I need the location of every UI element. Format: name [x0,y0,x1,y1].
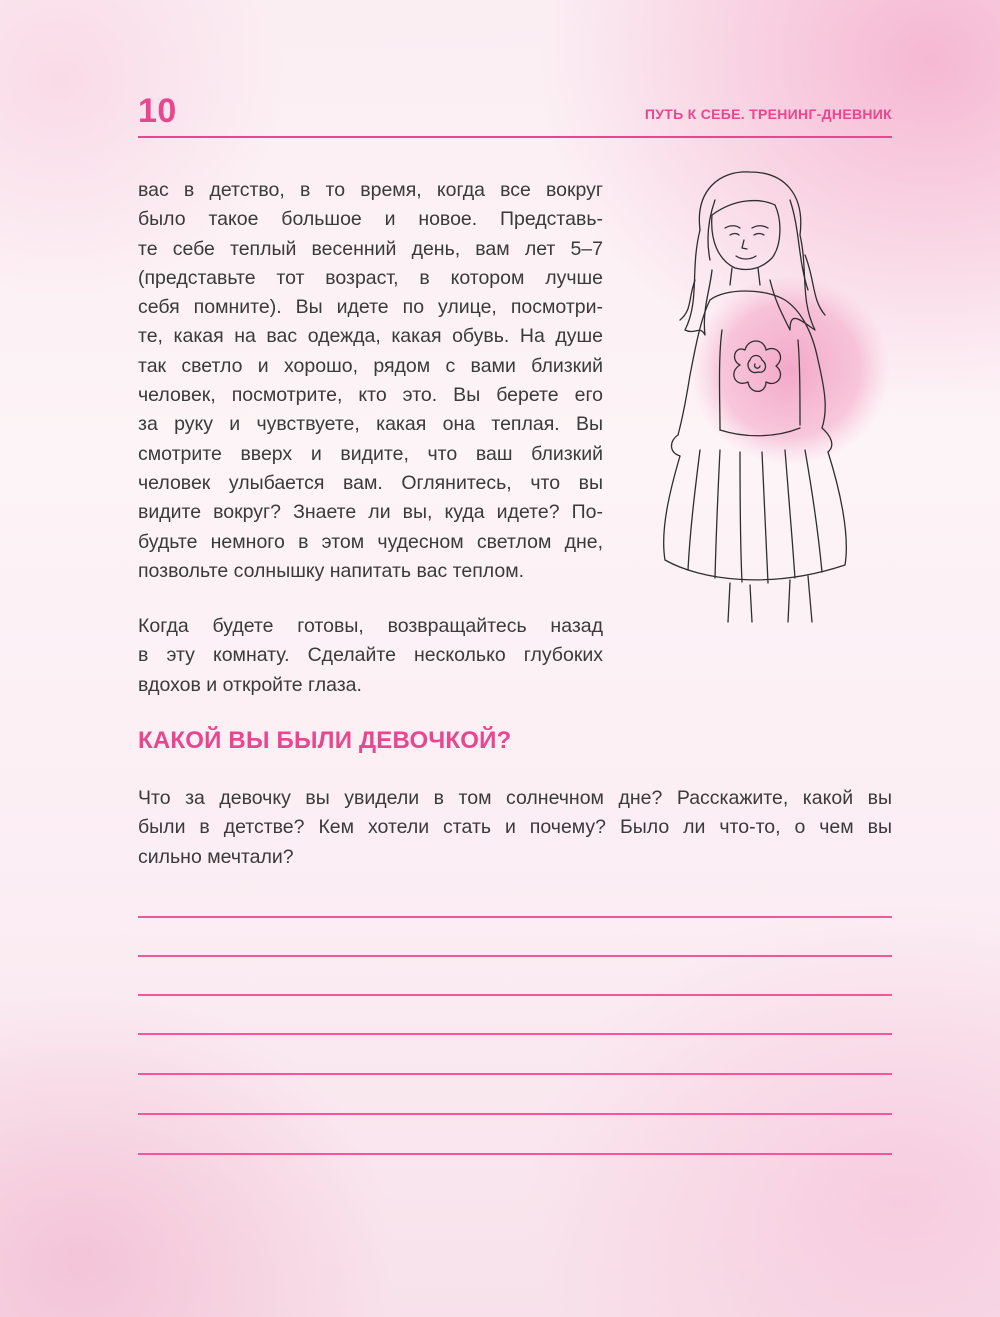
prompt-paragraph [138,784,892,872]
text-line: Когда будете готовы, возвращайтесь назад [138,615,603,637]
text-line: смотрите вверх и видите, что ваш близкий [138,442,603,465]
paragraph-2 [138,612,603,700]
header-rule [138,136,892,138]
section-heading: КАКОЙ ВЫ БЫЛИ ДЕВОЧКОЙ? [138,727,512,754]
text-line: было такое большое и новое. Представь- [138,208,603,231]
text-line: в эту комнату. Сделайте несколько глубоких [138,644,603,667]
answer-line[interactable] [138,1033,892,1035]
text-line: вас в детство, в то время, когда все вокруг [138,179,603,201]
answer-line[interactable] [138,1073,892,1075]
text-line: позвольте солнышку напитать вас теплом. [138,559,525,582]
answer-line[interactable] [138,1113,892,1115]
paragraph-1 [138,176,603,586]
text-line: вдохов и откройте глаза. [138,673,362,696]
text-line: за руку и чувствуете, какая она теплая. Вы [138,413,603,436]
running-title: ПУТЬ К СЕБЕ. ТРЕНИНГ-ДНЕВНИК [644,106,892,122]
text-line: Что за девочку вы увидели в том солнечном дне? Расскажите, какой вы [138,787,892,809]
text-line: видите вокруг? Знаете ли вы, куда идете? По- [138,501,603,524]
text-line: сильно мечтали? [138,845,294,868]
text-line: (представьте тот возраст, в котором лучше [138,266,603,289]
girl-illustration-icon [640,160,900,630]
answer-line[interactable] [138,1153,892,1155]
text-line: человек улыбается вам. Оглянитесь, что вы [138,471,603,494]
page-number: 10 [138,92,177,130]
text-line: те, какая на вас одежда, какая обувь. На душе [138,325,603,348]
answer-line[interactable] [138,955,892,957]
answer-line[interactable] [138,916,892,918]
text-line: так светло и хорошо, рядом с вами близкий [138,354,603,377]
text-line: те себе теплый весенний день, вам лет 5–7 [138,237,603,260]
text-line: себя помните). Вы идете по улице, посмотри- [138,296,603,319]
text-line: были в детстве? Кем хотели стать и почему? Было ли что-то, о чем вы [138,816,892,839]
answer-line[interactable] [138,994,892,996]
text-line: человек, посмотрите, кто это. Вы берете его [138,384,603,407]
text-line: будьте немного в этом чудесном светлом дне, [138,530,603,553]
